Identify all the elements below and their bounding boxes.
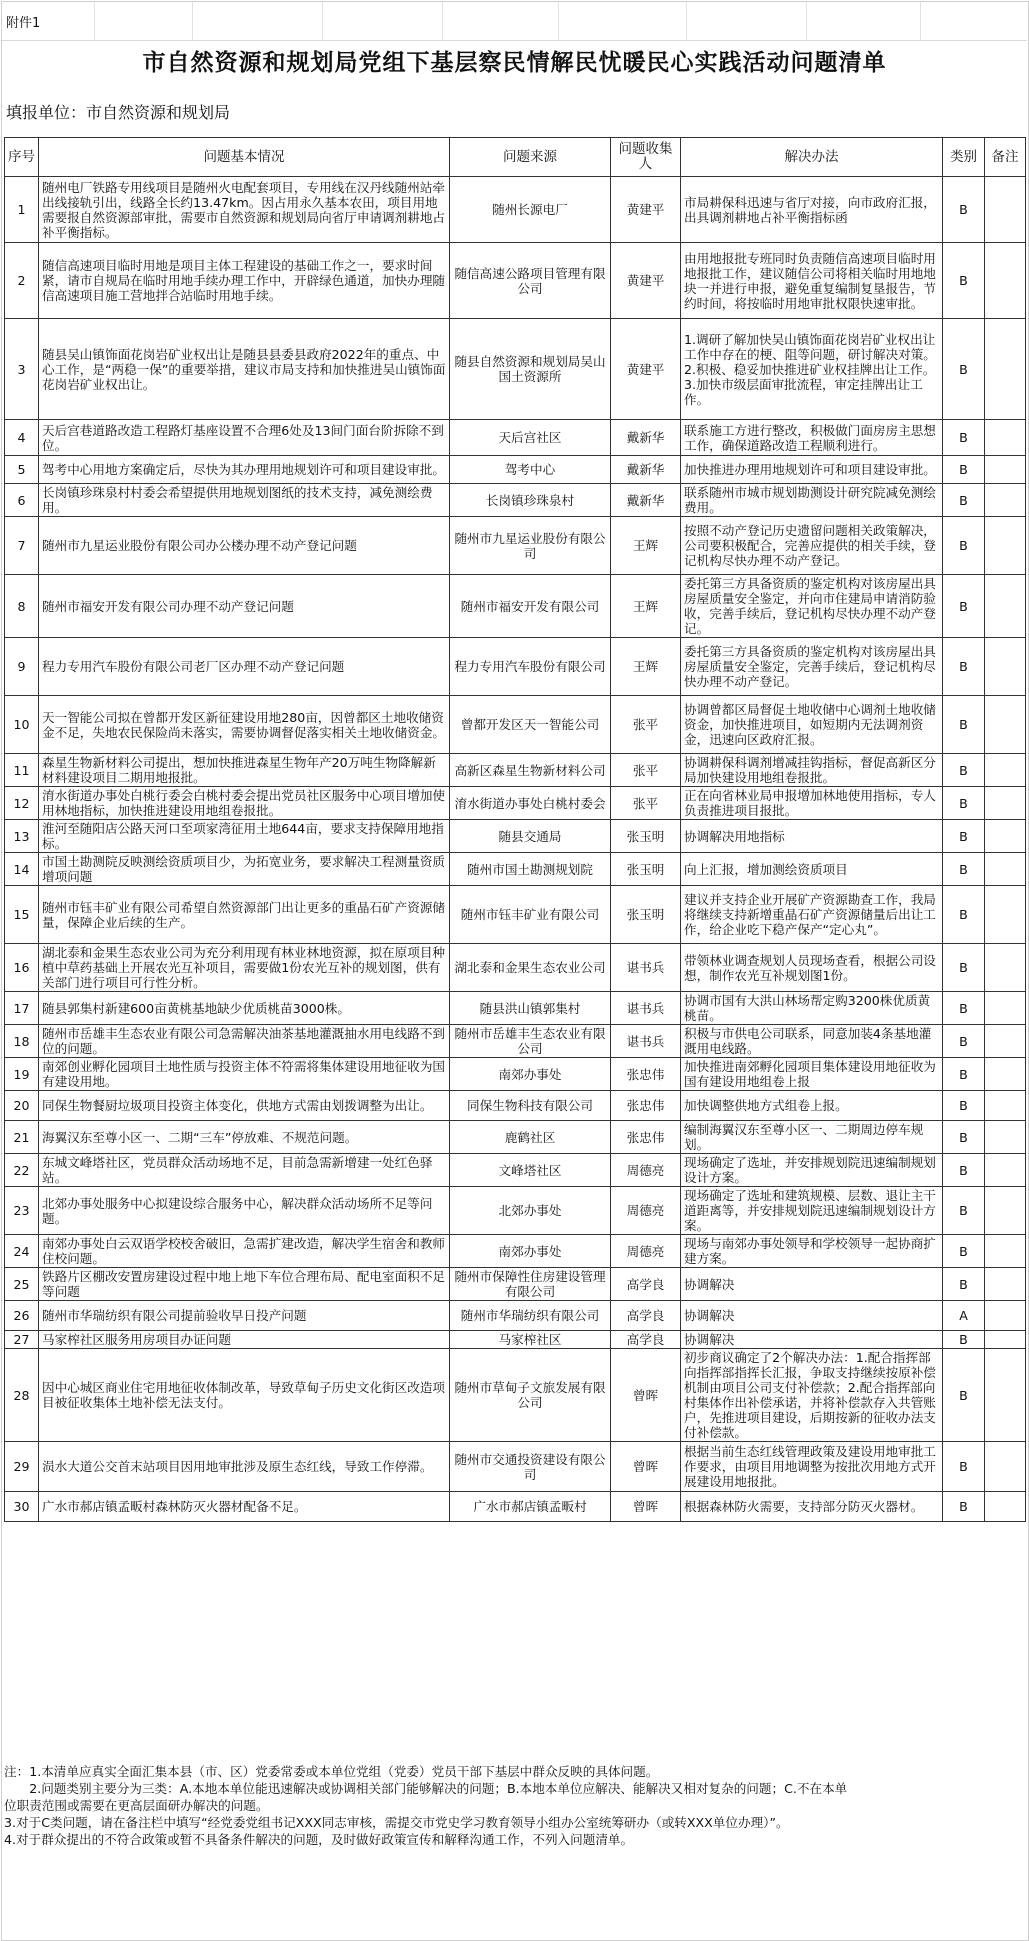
row-remark <box>985 1349 1026 1442</box>
row-solution: 协调解决 <box>681 1331 943 1349</box>
table-row <box>5 1301 1026 1331</box>
row-collector: 周德亮 <box>611 1187 681 1235</box>
table-row <box>5 944 1026 992</box>
row-no: 4 <box>5 420 39 456</box>
row-no: 5 <box>5 456 39 484</box>
table-row <box>5 787 1026 820</box>
row-category: B <box>943 420 985 456</box>
row-no: 30 <box>5 1492 39 1522</box>
header-remark: 备注 <box>985 138 1026 177</box>
row-collector: 戴新华 <box>611 420 681 456</box>
table-row <box>5 1492 1026 1522</box>
attachment-row <box>2 2 1027 41</box>
row-source: 同保生物科技有限公司 <box>450 1091 611 1121</box>
footnote-line: 位职责范围或需要在更高层面研办解决的问题。 <box>4 1798 269 1813</box>
reporting-unit: 填报单位：市自然资源和规划局 <box>6 103 231 122</box>
row-no: 14 <box>5 853 39 886</box>
row-remark <box>985 243 1026 319</box>
row-source: 北郊办事处 <box>450 1187 611 1235</box>
row-source: 文峰塔社区 <box>450 1154 611 1187</box>
row-category: B <box>943 456 985 484</box>
table-row <box>5 1331 1026 1349</box>
header-source: 问题来源 <box>450 138 611 177</box>
row-solution: 协调解决用地指标 <box>681 820 943 853</box>
row-issue: 驾考中心用地方案确定后，尽快为其办理用地规划许可和项目建设审批。 <box>39 456 450 484</box>
row-collector: 曾晖 <box>611 1492 681 1522</box>
row-remark <box>985 420 1026 456</box>
row-solution: 向上汇报，增加测绘资质项目 <box>681 853 943 886</box>
row-remark <box>985 319 1026 420</box>
row-remark <box>985 1301 1026 1331</box>
page-title: 市自然资源和规划局党组下基层察民情解民忧暖民心实践活动问题清单 <box>142 50 887 76</box>
row-solution: 联系随州市城市规划勘测设计研究院减免测绘费用。 <box>681 484 943 517</box>
row-remark <box>985 853 1026 886</box>
row-category: B <box>943 1349 985 1442</box>
row-category: B <box>943 1492 985 1522</box>
row-issue: 南郊创业孵化园项目土地性质与投资主体不符需将集体建设用地征收为国有建设用地。 <box>39 1058 450 1091</box>
row-solution: 按照不动产登记历史遗留问题相关政策解决，公司要积极配合，完善应提供的相关手续，登记机构尽快办理不动产登记。 <box>681 517 943 575</box>
row-solution: 现场确定了选址和建筑规模、层数、退让主干道距离等，并安排规划院迅速编制规划设计方案。 <box>681 1187 943 1235</box>
row-remark <box>985 1331 1026 1349</box>
row-source: 随县洪山镇郭集村 <box>450 992 611 1025</box>
table-row <box>5 575 1026 638</box>
row-solution: 加快推进办理用地规划许可和项目建设审批。 <box>681 456 943 484</box>
row-remark <box>985 944 1026 992</box>
row-no: 9 <box>5 638 39 696</box>
table-row <box>5 820 1026 853</box>
row-remark <box>985 1058 1026 1091</box>
row-issue: 市国土勘测院反映测绘资质项目少，为拓宽业务，要求解决工程测量资质增项问题 <box>39 853 450 886</box>
row-no: 17 <box>5 992 39 1025</box>
table-row <box>5 696 1026 754</box>
row-collector: 曾晖 <box>611 1442 681 1492</box>
row-issue: 南郊办事处白云双语学校校舍破旧，急需扩建改造，解决学生宿舍和教师住校问题。 <box>39 1235 450 1268</box>
row-no: 6 <box>5 484 39 517</box>
row-collector: 张平 <box>611 754 681 787</box>
row-source: 随州市华瑞纺织有限公司 <box>450 1301 611 1331</box>
row-no: 27 <box>5 1331 39 1349</box>
row-category: B <box>943 177 985 243</box>
footnote-line: 3.对于C类问题，请在备注栏中填写“经党委党组书记XXX同志审核，需提交市党史学习教育领导小组办公室统筹研办（或转XXX单位办理）”。 <box>4 1815 789 1830</box>
row-source: 随信高速公路项目管理有限公司 <box>450 243 611 319</box>
row-category: B <box>943 484 985 517</box>
table-row <box>5 1091 1026 1121</box>
row-collector: 张忠伟 <box>611 1121 681 1154</box>
table-row <box>5 243 1026 319</box>
table-row <box>5 754 1026 787</box>
row-no: 25 <box>5 1268 39 1301</box>
row-collector: 谌书兵 <box>611 992 681 1025</box>
row-solution: 联系施工方进行整改，积极做门面房房主思想工作，确保道路改造工程顺利进行。 <box>681 420 943 456</box>
row-solution: 根据森林防火需要，支持部分防灭火器材。 <box>681 1492 943 1522</box>
row-source: 随州市九星运业股份有限公司 <box>450 517 611 575</box>
row-source: 随州市草甸子文旅发展有限公司 <box>450 1349 611 1442</box>
table-row <box>5 1154 1026 1187</box>
row-collector: 黄建平 <box>611 243 681 319</box>
row-solution: 协调耕保科调剂增减挂钩指标，督促高新区分局加快建设用地组卷报批。 <box>681 754 943 787</box>
table-body <box>5 177 1026 1522</box>
issue-table <box>4 137 1026 1522</box>
header-solution: 解决办法 <box>681 138 943 177</box>
row-issue: 随州市岳雄丰生态农业有限公司急需解决油茶基地灌溉抽水用电线路不到位的问题。 <box>39 1025 450 1058</box>
row-source: 随州市岳雄丰生态农业有限公司 <box>450 1025 611 1058</box>
row-issue: 海翼汉东至尊小区一、二期“三车”停放难、不规范问题。 <box>39 1121 450 1154</box>
row-category: B <box>943 820 985 853</box>
row-source: 随州市福安开发有限公司 <box>450 575 611 638</box>
row-collector: 戴新华 <box>611 456 681 484</box>
table-row <box>5 319 1026 420</box>
row-solution: 协调解决 <box>681 1301 943 1331</box>
row-no: 26 <box>5 1301 39 1331</box>
row-solution: 协调市国有大洪山林场帮定购3200株优质黄桃苗。 <box>681 992 943 1025</box>
row-category: B <box>943 243 985 319</box>
row-source: 天后宫社区 <box>450 420 611 456</box>
row-issue: 淮河至随阳店公路天河口至项家湾征用土地644亩，要求支持保障用地指标。 <box>39 820 450 853</box>
row-solution: 加快调整供地方式组卷上报。 <box>681 1091 943 1121</box>
row-remark <box>985 1154 1026 1187</box>
row-no: 24 <box>5 1235 39 1268</box>
row-issue: 森星生物新材料公司提出，想加快推进森星生物年产20万吨生物降解新材料建设项目二期用地报批。 <box>39 754 450 787</box>
row-collector: 高学良 <box>611 1301 681 1331</box>
row-remark <box>985 1442 1026 1492</box>
row-no: 13 <box>5 820 39 853</box>
row-remark <box>985 638 1026 696</box>
row-remark <box>985 177 1026 243</box>
header-no: 序号 <box>5 138 39 177</box>
row-collector: 戴新华 <box>611 484 681 517</box>
table-header-row <box>5 138 1026 177</box>
row-category: B <box>943 853 985 886</box>
row-solution: 建议并支持企业开展矿产资源勘查工作，我局将继续支持新增重晶石矿产资源储量后出让工作，给企业吃下稳产保产“定心丸”。 <box>681 886 943 944</box>
row-issue: 湖北泰和金果生态农业公司为充分利用现有林业林地资源，拟在原项目种植中草药基础上开展农光互补项目，需要做1份农光互补的规划图，供有关部门进行项目可行性分析。 <box>39 944 450 992</box>
row-category: A <box>943 1301 985 1331</box>
row-remark <box>985 696 1026 754</box>
table-row <box>5 1025 1026 1058</box>
table-row <box>5 1442 1026 1492</box>
row-remark <box>985 886 1026 944</box>
row-solution: 编制海翼汉东至尊小区一、二期周边停车规划。 <box>681 1121 943 1154</box>
row-category: B <box>943 944 985 992</box>
row-category: B <box>943 517 985 575</box>
table-row <box>5 1349 1026 1442</box>
row-issue: 天一智能公司拟在曾都开发区新征建设用地280亩，因曾都区土地收储资金不足，失地农民保险尚未落实，需要协调督促落实相关土地收储资金。 <box>39 696 450 754</box>
row-solution: 市局耕保科迅速与省厅对接，向市政府汇报，出具调剂耕地占补平衡指标函 <box>681 177 943 243</box>
row-category: B <box>943 1187 985 1235</box>
row-issue: 随县吴山镇饰面花岗岩矿业权出让是随县县委县政府2022年的重点、中心工作，是“两稳一保”的重要举措，建议市局支持和加快推进吴山镇饰面花岗岩矿业权出让。 <box>39 319 450 420</box>
row-remark <box>985 1187 1026 1235</box>
row-remark <box>985 456 1026 484</box>
row-issue: 随州市钰丰矿业有限公司希望自然资源部门出让更多的重晶石矿产资源储量，保障企业后续的生产。 <box>39 886 450 944</box>
row-category: B <box>943 696 985 754</box>
row-no: 2 <box>5 243 39 319</box>
row-issue: 随州市九星运业股份有限公司办公楼办理不动产登记问题 <box>39 517 450 575</box>
row-solution: 协调曾都区局督促土地收储中心调剂土地收储资金，加快推进项目，如短期内无法调剂资金，迅速向区政府汇报。 <box>681 696 943 754</box>
row-issue: 长岗镇珍珠泉村村委会希望提供用地规划图纸的技术支持，减免测绘费用。 <box>39 484 450 517</box>
row-category: B <box>943 638 985 696</box>
row-no: 28 <box>5 1349 39 1442</box>
row-source: 长岗镇珍珠泉村 <box>450 484 611 517</box>
row-solution: 1.调研了解加快吴山镇饰面花岗岩矿业权出让工作中存在的梗、阻等问题，研讨解决对策。 2.积极、稳妥加快推进矿业权挂牌出让工作。 3.加快市级层面审批流程，审定挂牌出让工作。 <box>681 319 943 420</box>
row-category: B <box>943 1091 985 1121</box>
row-solution: 由用地报批专班同时负责随信高速项目临时用地报批工作，建议随信公司将相关临时用地地块一并进行申报，避免重复编制复垦报告，节约时间，将按临时用地审批权限快速审批。 <box>681 243 943 319</box>
row-no: 20 <box>5 1091 39 1121</box>
table-row <box>5 456 1026 484</box>
header-collector: 问题收集人 <box>611 138 681 177</box>
table-row <box>5 1235 1026 1268</box>
row-collector: 张玉明 <box>611 853 681 886</box>
row-category: B <box>943 1154 985 1187</box>
row-issue: 因中心城区商业住宅用地征收体制改革，导致草甸子历史文化街区改造项目被征收集体土地补偿无法支付。 <box>39 1349 450 1442</box>
row-no: 12 <box>5 787 39 820</box>
row-collector: 黄建平 <box>611 319 681 420</box>
row-remark <box>985 820 1026 853</box>
row-category: B <box>943 1121 985 1154</box>
row-category: B <box>943 787 985 820</box>
row-category: B <box>943 319 985 420</box>
row-issue: 北郊办事处服务中心拟建设综合服务中心，解决群众活动场所不足等问题。 <box>39 1187 450 1235</box>
row-source: 随县交通局 <box>450 820 611 853</box>
table-row <box>5 484 1026 517</box>
row-source: 随县自然资源和规划局吴山国土资源所 <box>450 319 611 420</box>
row-collector: 张玉明 <box>611 820 681 853</box>
row-source: 南郊办事处 <box>450 1235 611 1268</box>
row-source: 广水市郝店镇孟畈村 <box>450 1492 611 1522</box>
row-category: B <box>943 886 985 944</box>
row-solution: 现场确定了选址，并安排规划院迅速编制规划设计方案。 <box>681 1154 943 1187</box>
row-no: 21 <box>5 1121 39 1154</box>
row-collector: 张玉明 <box>611 886 681 944</box>
row-solution: 积极与市供电公司联系，同意加装4条基地灌溉用电线路。 <box>681 1025 943 1058</box>
row-source: 随州市保障性住房建设管理有限公司 <box>450 1268 611 1301</box>
row-solution: 协调解决 <box>681 1268 943 1301</box>
row-issue: 随县郭集村新建600亩黄桃基地缺少优质桃苗3000株。 <box>39 992 450 1025</box>
table-row <box>5 992 1026 1025</box>
row-solution: 正在向省林业局申报增加林地使用指标，专人负责推进项目报批。 <box>681 787 943 820</box>
row-no: 8 <box>5 575 39 638</box>
row-issue: 程力专用汽车股份有限公司老厂区办理不动产登记问题 <box>39 638 450 696</box>
row-collector: 周德亮 <box>611 1154 681 1187</box>
row-solution: 委托第三方具备资质的鉴定机构对该房屋出具房屋质量安全鉴定，并向市住建局申请消防验收，完善手续后，登记机构尽快办理不动产登记。 <box>681 575 943 638</box>
row-issue: 涢水大道公交首末站项目因用地审批涉及原生态红线，导致工作停滞。 <box>39 1442 450 1492</box>
row-source: 湖北泰和金果生态农业公司 <box>450 944 611 992</box>
row-remark <box>985 787 1026 820</box>
table-row <box>5 853 1026 886</box>
row-category: B <box>943 992 985 1025</box>
row-issue: 随州市福安开发有限公司办理不动产登记问题 <box>39 575 450 638</box>
row-no: 7 <box>5 517 39 575</box>
row-remark <box>985 992 1026 1025</box>
row-source: 高新区森星生物新材料公司 <box>450 754 611 787</box>
row-category: B <box>943 754 985 787</box>
row-remark <box>985 754 1026 787</box>
row-solution: 带领林业调查规划人员现场查看，根据公司设想，制作农光互补规划图1份。 <box>681 944 943 992</box>
row-remark <box>985 517 1026 575</box>
row-issue: 随州市华瑞纺织有限公司提前验收早日投产问题 <box>39 1301 450 1331</box>
row-issue: 马家榨社区服务用房项目办证问题 <box>39 1331 450 1349</box>
row-no: 22 <box>5 1154 39 1187</box>
row-category: B <box>943 1268 985 1301</box>
row-remark <box>985 1025 1026 1058</box>
row-remark <box>985 1091 1026 1121</box>
row-issue: 东城文峰塔社区，党员群众活动场地不足，目前急需新增建一处红色驿站。 <box>39 1154 450 1187</box>
row-collector: 周德亮 <box>611 1235 681 1268</box>
row-collector: 曾晖 <box>611 1349 681 1442</box>
row-no: 1 <box>5 177 39 243</box>
table-row <box>5 1187 1026 1235</box>
row-collector: 张忠伟 <box>611 1091 681 1121</box>
row-no: 19 <box>5 1058 39 1091</box>
row-category: B <box>943 575 985 638</box>
row-source: 鹿鹤社区 <box>450 1121 611 1154</box>
row-collector: 高学良 <box>611 1268 681 1301</box>
footnote-line: 4.对于群众提出的不符合政策或暂不具备条件解决的问题，及时做好政策宣传和解释沟通工作，不列入问题清单。 <box>4 1832 634 1847</box>
table-row <box>5 517 1026 575</box>
row-collector: 张平 <box>611 787 681 820</box>
row-source: 马家榨社区 <box>450 1331 611 1349</box>
row-no: 3 <box>5 319 39 420</box>
row-collector: 王辉 <box>611 575 681 638</box>
table-row <box>5 1121 1026 1154</box>
row-no: 23 <box>5 1187 39 1235</box>
table-row <box>5 1058 1026 1091</box>
row-remark <box>985 484 1026 517</box>
row-no: 18 <box>5 1025 39 1058</box>
row-issue: 淯水街道办事处白桃行委会白桃村委会提出党员社区服务中心项目增加使用林地指标，加快推进建设用地组卷报批。 <box>39 787 450 820</box>
row-collector: 高学良 <box>611 1331 681 1349</box>
row-category: B <box>943 1025 985 1058</box>
row-no: 10 <box>5 696 39 754</box>
row-category: B <box>943 1442 985 1492</box>
row-source: 程力专用汽车股份有限公司 <box>450 638 611 696</box>
row-category: B <box>943 1235 985 1268</box>
row-remark <box>985 1235 1026 1268</box>
row-remark <box>985 575 1026 638</box>
row-collector: 王辉 <box>611 517 681 575</box>
table-row <box>5 177 1026 243</box>
row-source: 随州市交通投资建设有限公司 <box>450 1442 611 1492</box>
row-collector: 张平 <box>611 696 681 754</box>
row-collector: 王辉 <box>611 638 681 696</box>
row-collector: 黄建平 <box>611 177 681 243</box>
row-no: 29 <box>5 1442 39 1492</box>
footnote-line: 2.问题类别主要分为三类：A.本地本单位能迅速解决或协调相关部门能够解决的问题；B.本地本单位应解决、能解决又相对复杂的问题；C.不在本单 <box>4 1781 848 1796</box>
row-issue: 广水市郝店镇孟畈村森林防灭火器材配备不足。 <box>39 1492 450 1522</box>
row-solution: 委托第三方具备资质的鉴定机构对该房屋出具房屋质量安全鉴定，完善手续后，登记机构尽快办理不动产登记。 <box>681 638 943 696</box>
row-solution: 现场与南郊办事处领导和学校领导一起协商扩建方案。 <box>681 1235 943 1268</box>
row-issue: 随信高速项目临时用地是项目主体工程建设的基础工作之一，要求时间紧，请市自规局在临时用地手续办理工作中，开辟绿色通道，加快办理随信高速项目施工营地拌合站临时用地手续。 <box>39 243 450 319</box>
row-issue: 铁路片区棚改安置房建设过程中地上地下车位合理布局、配电室面积不足等问题 <box>39 1268 450 1301</box>
row-remark <box>985 1121 1026 1154</box>
table-row <box>5 886 1026 944</box>
header-issue: 问题基本情况 <box>39 138 450 177</box>
footnote-line: 注：1.本清单应真实全面汇集本县（市、区）党委常委或本单位党组（党委）党员干部下基层中群众反映的具体问题。 <box>4 1764 659 1779</box>
row-category: B <box>943 1331 985 1349</box>
row-issue: 同保生物餐厨垃圾项目投资主体变化，供地方式需由划拨调整为出让。 <box>39 1091 450 1121</box>
row-no: 16 <box>5 944 39 992</box>
table-row <box>5 638 1026 696</box>
row-source: 随州长源电厂 <box>450 177 611 243</box>
row-source: 随州市国土勘测规划院 <box>450 853 611 886</box>
footnotes <box>4 1763 1022 1848</box>
row-source: 曾都开发区天一智能公司 <box>450 696 611 754</box>
table-row <box>5 1268 1026 1301</box>
row-solution: 初步商议确定了2个解决办法：1.配合指挥部向指挥部指挥长汇报，争取支持继续按原补偿机制由项目公司支付补偿款；2.配合指挥部向村集体作出补偿承诺，并将补偿款存入共管账户，先推进项目建设，后期按新的征收办法支付补偿款。 <box>681 1349 943 1442</box>
row-collector: 谌书兵 <box>611 1025 681 1058</box>
header-category: 类别 <box>943 138 985 177</box>
row-issue: 天后宫巷道路改造工程路灯基座设置不合理6处及13间门面台阶拆除不到位。 <box>39 420 450 456</box>
row-source: 随州市钰丰矿业有限公司 <box>450 886 611 944</box>
row-solution: 根据当前生态红线管理政策及建设用地审批工作要求，由项目用地调整为按批次用地方式开展建设用地报批。 <box>681 1442 943 1492</box>
row-collector: 张忠伟 <box>611 1058 681 1091</box>
row-solution: 加快推进南郊孵化园项目集体建设用地征收为国有建设用地组卷上报 <box>681 1058 943 1091</box>
table-row <box>5 420 1026 456</box>
row-collector: 谌书兵 <box>611 944 681 992</box>
attachment-label: 附件1 <box>6 16 41 31</box>
row-remark <box>985 1492 1026 1522</box>
row-remark <box>985 1268 1026 1301</box>
row-no: 11 <box>5 754 39 787</box>
row-source: 驾考中心 <box>450 456 611 484</box>
row-source: 南郊办事处 <box>450 1058 611 1091</box>
row-category: B <box>943 1058 985 1091</box>
row-source: 淯水街道办事处白桃村委会 <box>450 787 611 820</box>
row-issue: 随州电厂铁路专用线项目是随州火电配套项目，专用线在汉丹线随州站牵出线接轨引出，线路全长约13.47km。因占用永久基本农田，项目用地需要报自然资源部审批，需要市自然资源和规划局向省厅申请调剂耕地占补平衡指标。 <box>39 177 450 243</box>
row-no: 15 <box>5 886 39 944</box>
